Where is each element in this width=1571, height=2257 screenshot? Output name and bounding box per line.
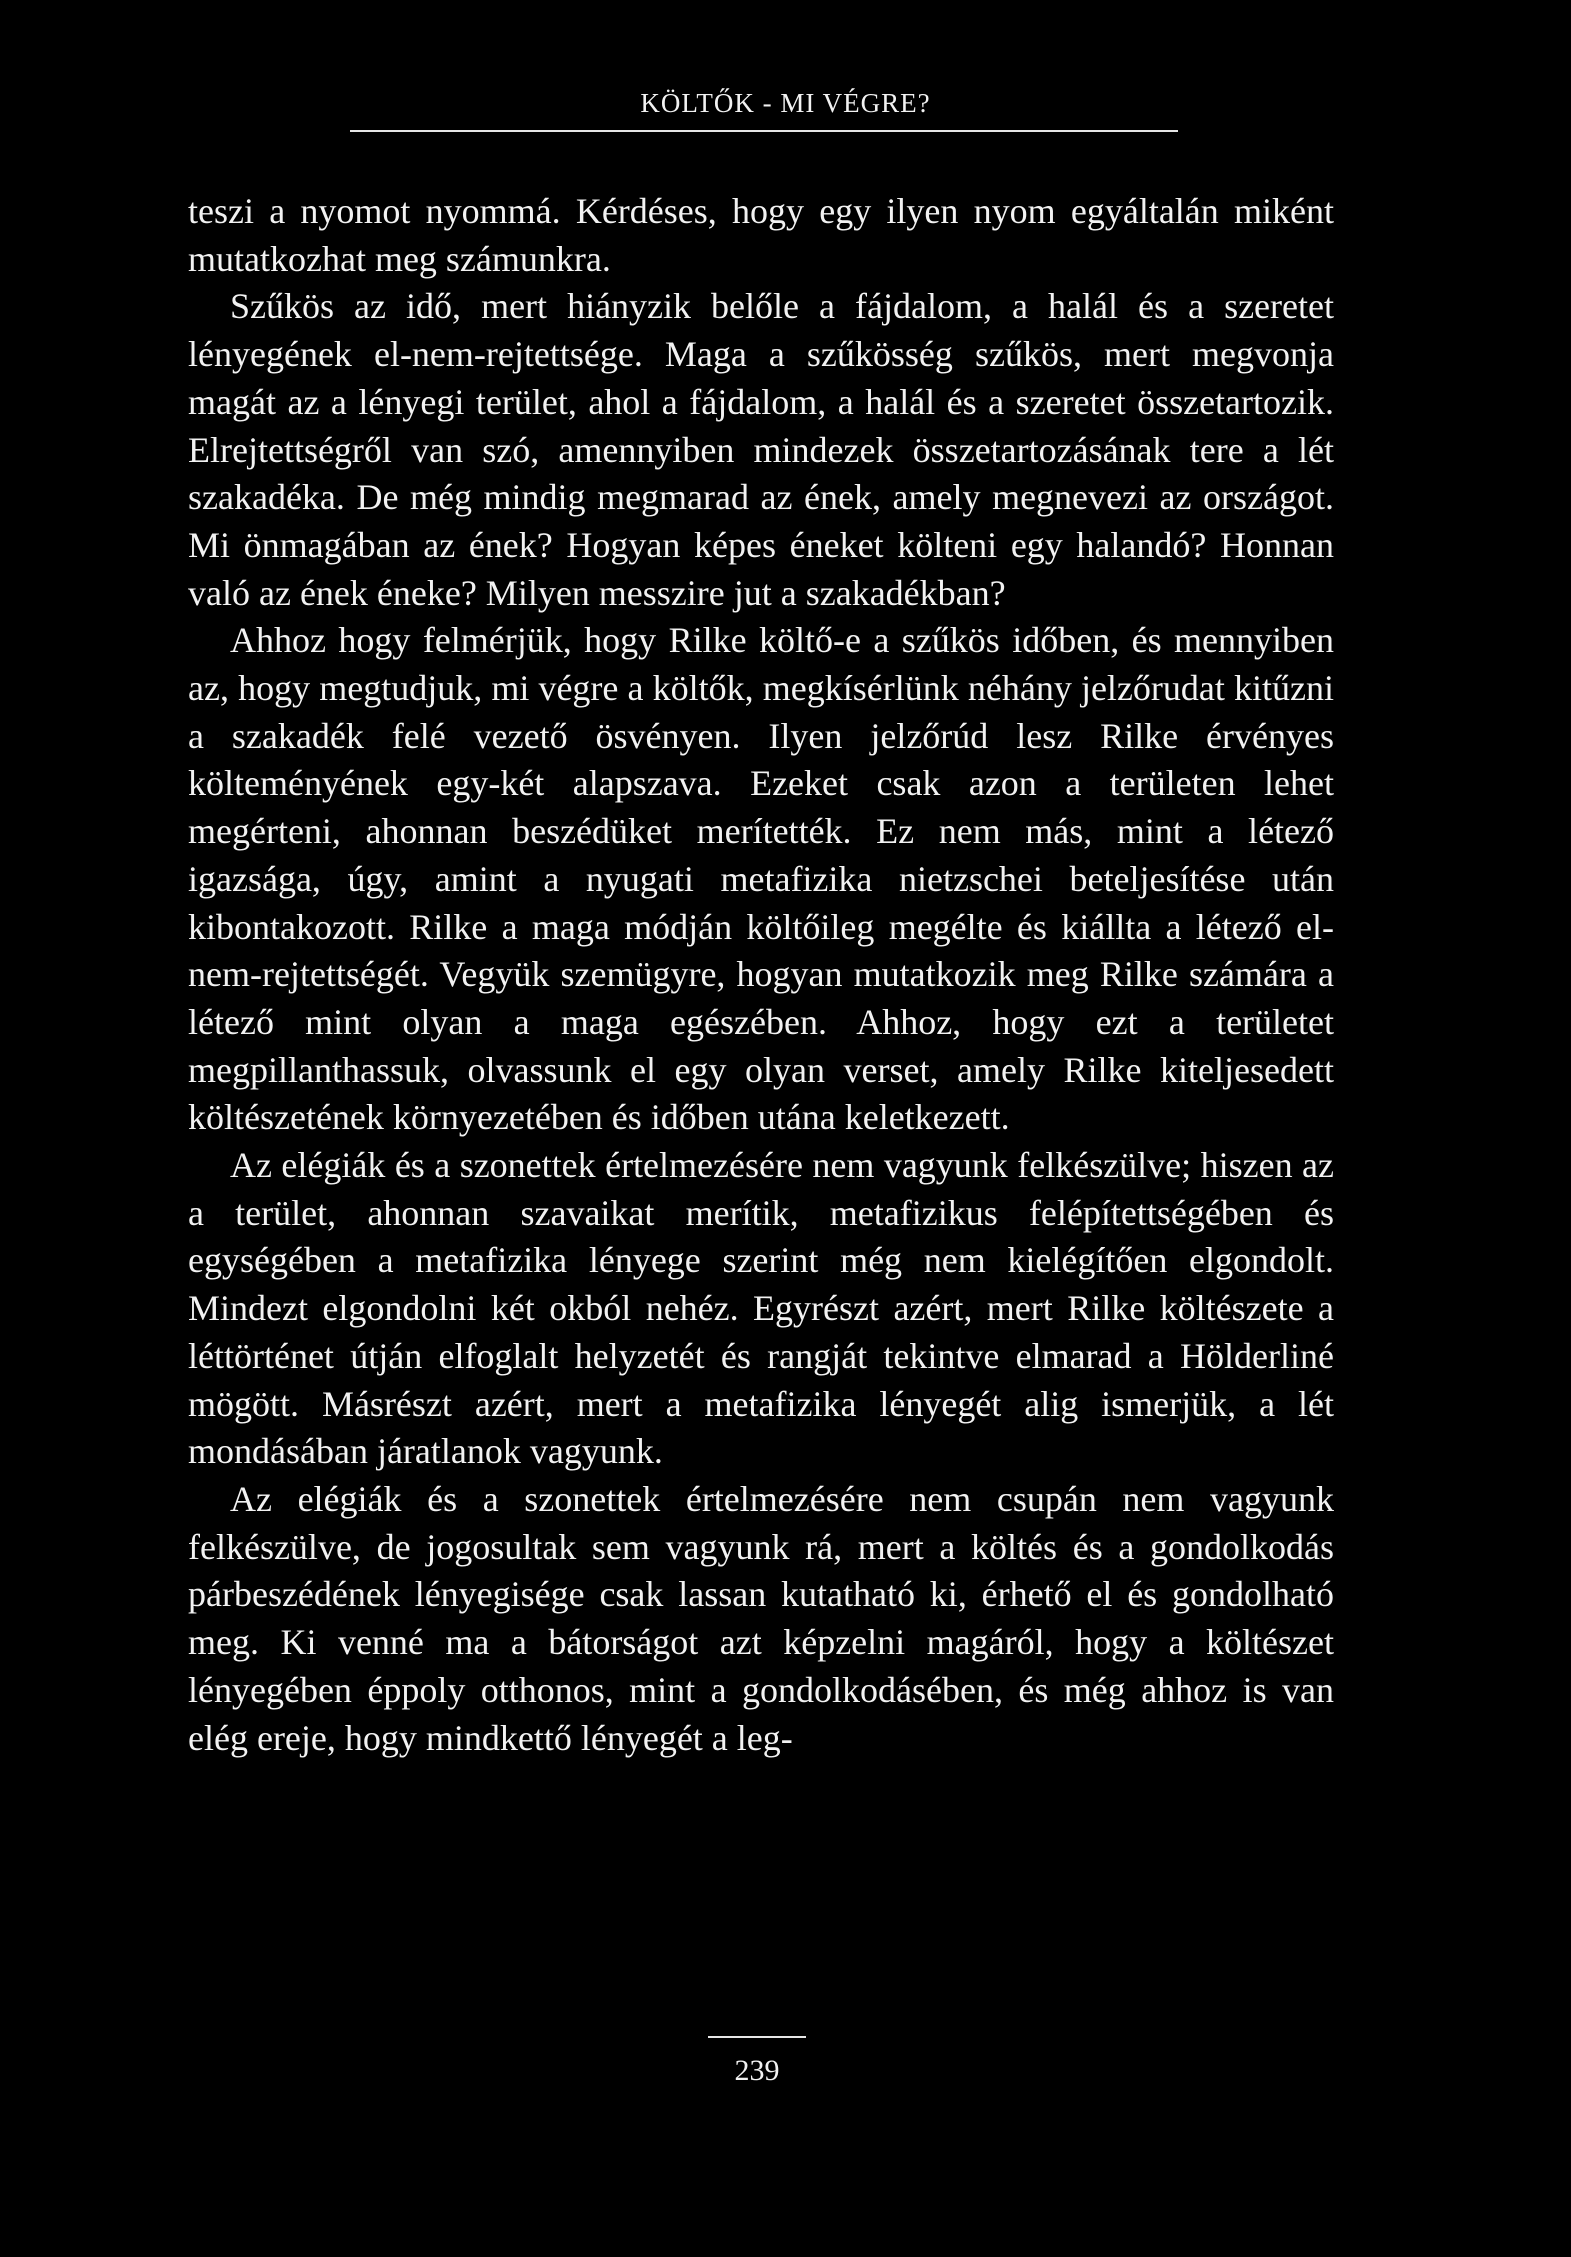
header-rule — [350, 130, 1178, 132]
paragraph: Az elégiák és a szonettek értelmezésére nem vagyunk felkészülve; hiszen az a terület, ahonnan szavaikat merítik, metafizikus felépítettségében és egységében a metafizika lényege szerint még nem kielégítően elgondolt. Mindezt elgondolni két okból nehéz. Egyrészt azért, mert Rilke költészete a léttörténet útján elfoglalt helyzetét és rangját tekintve elmarad a Hölderliné mögött. Másrészt azért, mert a metafizika lényegét alig ismerjük, a lét mondásában járatlanok vagyunk. — [188, 1145, 1334, 1472]
body-text — [188, 188, 1334, 1762]
paragraph: Szűkös az idő, mert hiányzik belőle a fájdalom, a halál és a szeretet lényegének el-nem-rejtettsége. Maga a szűkösség szűkös, mert megvonja magát az a lényegi terület, ahol a fájdalom, a halál és a szeretet összetartozik. Elrejtettségről van szó, amennyiben mindezek összetartozásának tere a lét szakadéka. De még mindig megmarad az ének, amely megnevezi az országot. Mi önmagában az ének? Hogyan képes éneket költeni egy halandó? Honnan való az ének éneke? Milyen messzire jut a szakadékban? — [188, 286, 1334, 613]
paragraph: Ahhoz hogy felmérjük, hogy Rilke költő-e a szűkös időben, és mennyiben az, hogy megtudjuk, mi végre a költők, megkísérlünk néhány jelzőrudat kitűzni a szakadék felé vezető ösvényen. Ilyen jelzőrúd lesz Rilke érvényes költeményének egy-két alapszava. Ezeket csak azon a területen lehet megérteni, ahonnan beszédüket merítették. Ez nem más, mint a létező igazsága, úgy, amint a nyugati metafizika nietzschei beteljesítése után kibontakozott. Rilke a maga módján költőileg megélte és kiállta a létező el-nem-rejtettségét. Vegyük szemügyre, hogyan mutatkozik meg Rilke számára a létező mint olyan a maga egészében. Ahhoz, hogy ezt a területet megpillanthassuk, olvassunk el egy olyan verset, amely Rilke kiteljesedett költészetének környezetében és időben utána keletkezett. — [188, 620, 1334, 1138]
running-head: KÖLTŐK - MI VÉGRE? — [640, 88, 931, 118]
paragraph-continued: teszi a nyomot nyommá. Kérdéses, hogy egy ilyen nyom egyáltalán miként mutatkozhat meg számunkra. — [188, 191, 1334, 279]
page-number: 239 — [734, 2054, 780, 2087]
footer-rule — [708, 2036, 806, 2038]
paragraph: Az elégiák és a szonettek értelmezésére nem csupán nem vagyunk felkészülve, de jogosultak sem vagyunk rá, mert a költés és a gondolkodás párbeszédének lényegisége csak lassan kutatható ki, érhető el és gondolható meg. Ki venné ma a bátorságot azt képzelni magáról, hogy a költészet lényegében éppoly otthonos, mint a gondolkodásében, és még ahhoz is van elég ereje, hogy mindkettő lényegét a leg- — [188, 1478, 1334, 1758]
